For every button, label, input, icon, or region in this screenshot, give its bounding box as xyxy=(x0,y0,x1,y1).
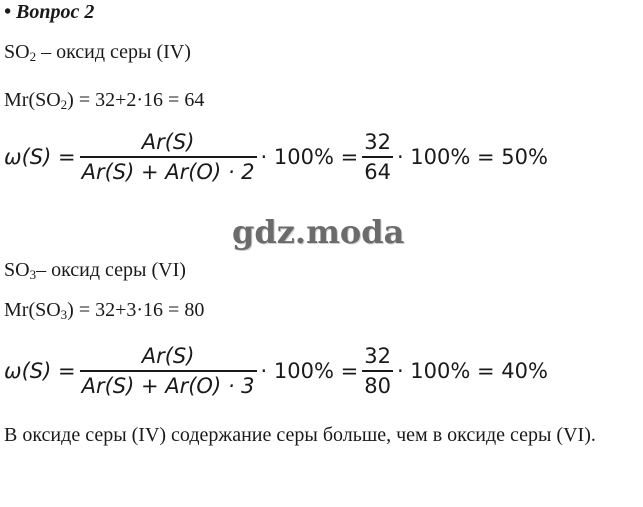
so2-fraction-ar xyxy=(80,128,257,186)
so2-mass-fraction-formula xyxy=(4,128,548,186)
so3-name-subscript: 3 xyxy=(29,267,37,282)
so2-fraction-numerator: Ar(S) xyxy=(141,130,195,154)
so2-mr-subscript: 2 xyxy=(60,97,68,112)
so3-numeric-denominator: 80 xyxy=(364,373,391,398)
so3-mr-line xyxy=(4,298,204,322)
so2-formula-mid: · 100% = xyxy=(260,144,359,169)
conclusion-paragraph: В оксиде серы (IV) содержание серы больше, чем в оксиде серы (VI). xyxy=(4,424,596,446)
so2-mr-line xyxy=(4,88,204,112)
so3-fraction-numeric xyxy=(362,342,393,400)
question-heading: • Вопрос 2 xyxy=(4,1,95,23)
so3-fraction-denominator: Ar(S) + Ar(O) · 3 xyxy=(81,373,255,398)
so3-fraction-ar xyxy=(80,342,257,400)
so3-formula-mid: · 100% = xyxy=(260,358,359,383)
so2-name-prefix: SO xyxy=(4,41,30,63)
so3-formula-rhs: · 100% = 40% xyxy=(396,358,548,383)
so3-mr-rest: ) = 32+3·16 = 80 xyxy=(67,299,205,321)
so3-name-line xyxy=(4,258,186,282)
so3-numeric-numerator: 32 xyxy=(364,344,391,368)
so2-numeric-numerator: 32 xyxy=(364,130,391,154)
so3-formula-lhs: ω(S) = xyxy=(4,358,76,383)
so2-name-line xyxy=(4,40,191,64)
watermark-logo: gdz.moda xyxy=(232,213,405,251)
so2-name-subscript: 2 xyxy=(29,49,37,64)
so2-numeric-denominator: 64 xyxy=(364,159,391,184)
so2-mr-prefix: Mr(SO xyxy=(4,89,61,111)
so3-mr-prefix: Mr(SO xyxy=(4,299,61,321)
so3-fraction-numerator: Ar(S) xyxy=(141,344,195,368)
so3-name-prefix: SO xyxy=(4,259,30,281)
so2-formula-lhs: ω(S) = xyxy=(4,144,76,169)
so3-mr-subscript: 3 xyxy=(60,307,68,322)
so3-name-rest: – оксид серы (VI) xyxy=(36,259,186,281)
so2-fraction-numeric xyxy=(362,128,393,186)
so2-mr-rest: ) = 32+2·16 = 64 xyxy=(67,89,205,111)
so3-mass-fraction-formula xyxy=(4,342,548,400)
so2-formula-rhs: · 100% = 50% xyxy=(396,144,548,169)
so2-fraction-denominator: Ar(S) + Ar(O) · 2 xyxy=(81,159,255,184)
so2-name-rest: – оксид серы (IV) xyxy=(36,41,191,63)
